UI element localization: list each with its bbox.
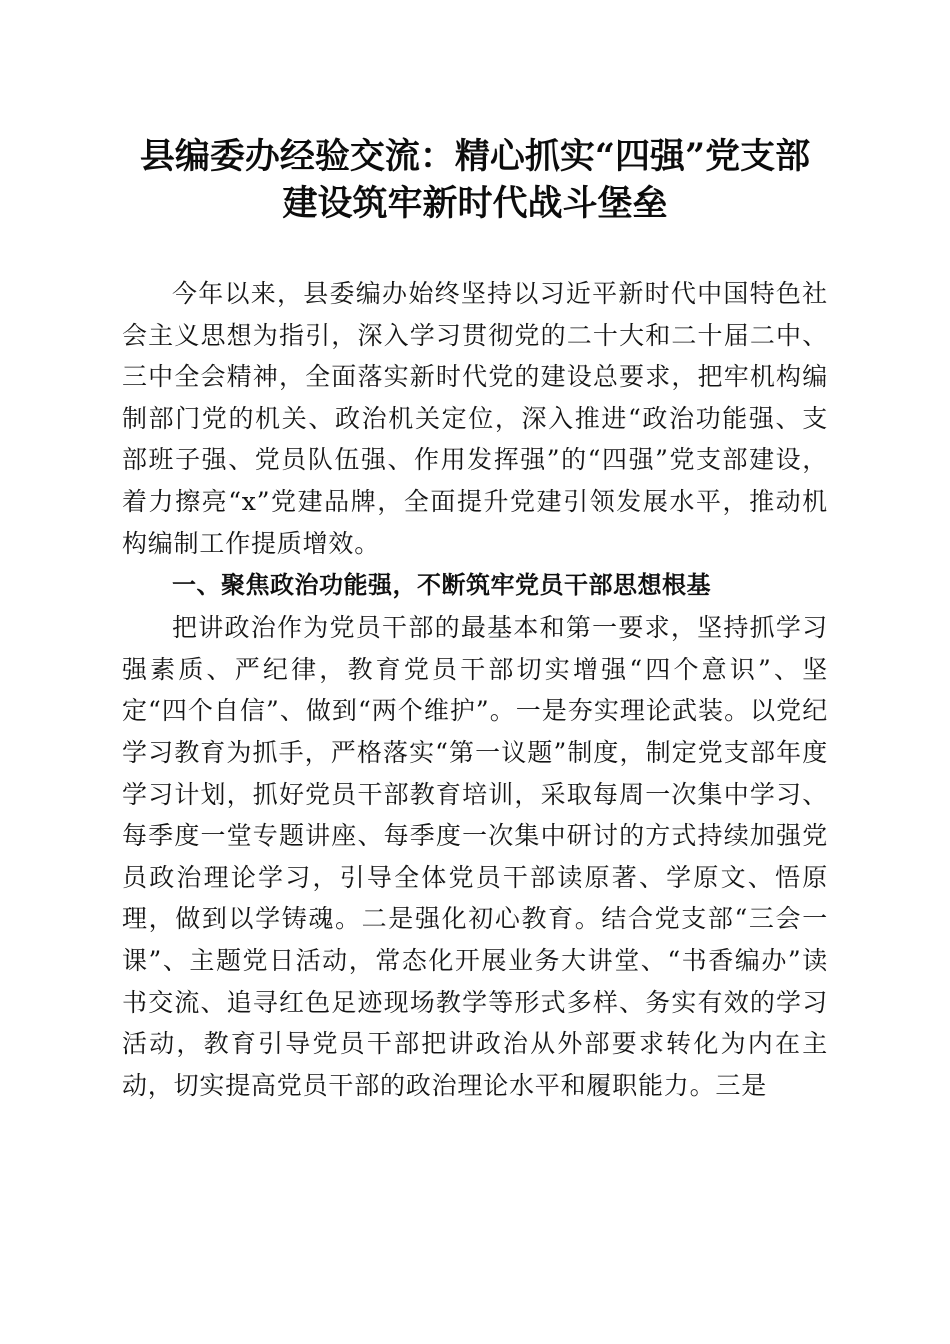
title-line-2: 建设筑牢新时代战斗堡垒: [282, 183, 668, 224]
document-title: [100, 133, 850, 227]
intro-paragraph: 今年以来，县委编办始终坚持以习近平新时代中国特色社会主义思想为指引，深入学习贯彻党的二十大和二十届二中、三中全会精神，全面落实新时代党的建设总要求，把牢机构编制部门党的机关、政治机关定位，深入推进“政治功能强、支部班子强、党员队伍强、作用发挥强”的“四强”党支部建设，着力擦亮“x”党建品牌，全面提升党建引领发展水平，推动机构编制工作提质增效。: [122, 279, 828, 558]
section-1-paragraph: 把讲政治作为党员干部的最基本和第一要求，坚持抓学习强素质、严纪律，教育党员干部切实增强“四个意识”、坚定“四个自信”、做到“两个维护”。一是夯实理论武装。以党纪学习教育为抓手，严格落实“第一议题”制度，制定党支部年度学习计划，抓好党员干部教育培训，采取每周一次集中学习、每季度一堂专题讲座、每季度一次集中研讨的方式持续加强党员政治理论学习，引导全体党员干部读原著、学原文、悟原理，做到以学铸魂。二是强化初心教育。结合党支部“三会一课”、主题党日活动，常态化开展业务大讲堂、“书香编办”读书交流、追寻红色足迹现场教学等形式多样、务实有效的学习活动，教育引导党员干部把讲政治从外部要求转化为内在主动，切实提高党员干部的政治理论水平和履职能力。三是: [122, 613, 828, 1100]
document-body: [122, 273, 828, 1106]
title-line-1: 县编委办经验交流：精心抓实“四强”党支部: [139, 136, 811, 177]
section-1-heading: 一、聚焦政治功能强，不断筑牢党员干部思想根基: [172, 571, 711, 600]
